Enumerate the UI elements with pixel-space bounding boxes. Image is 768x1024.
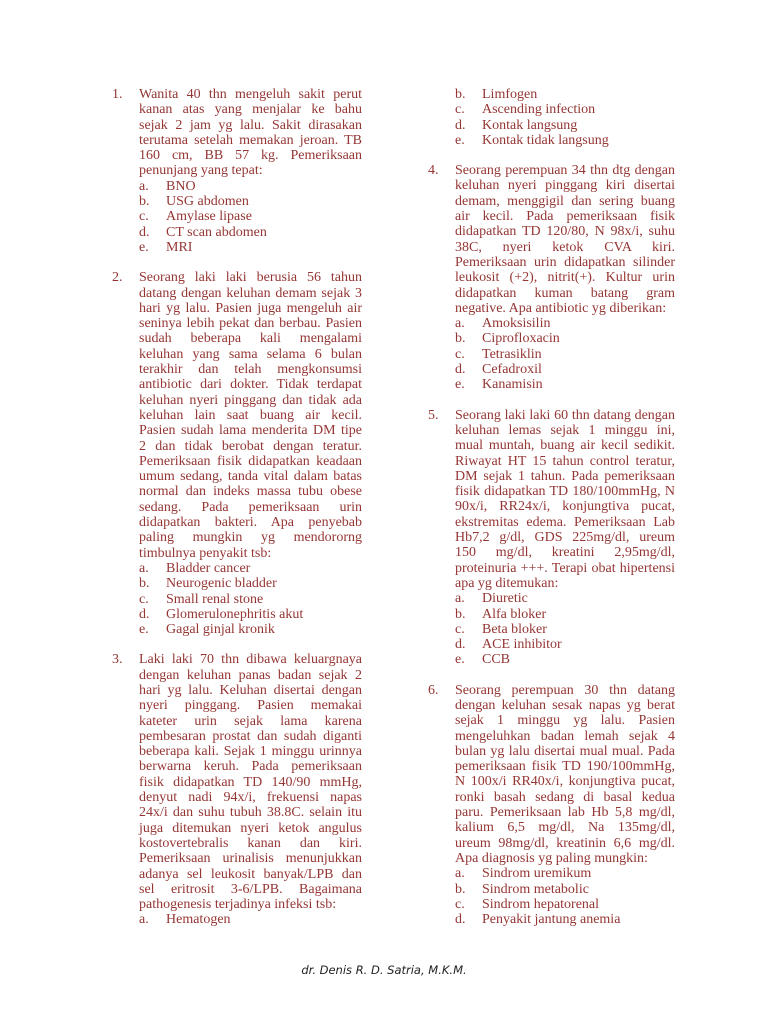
stem-line: terutama setelah memakan jeroan. TB [139, 132, 362, 148]
answer-option [455, 897, 675, 912]
stem-line: apa yg ditemukan: [455, 575, 559, 591]
answer-options [139, 561, 362, 637]
stem-line: beberapa kali. Sejak 1 minggu urinnya [139, 744, 362, 760]
answer-option [455, 118, 675, 133]
stem-line: hari yg lalu. Pasien juga mengeluh air [139, 300, 362, 316]
option-letter: a. [139, 560, 149, 576]
option-letter: d. [455, 637, 466, 653]
option-letter: a. [139, 178, 149, 194]
answer-option [139, 209, 362, 224]
stem-line: negative. Apa antibiotic yg diberikan: [455, 300, 667, 316]
stem-line: keluhan nyeri pinggang dan tidak ada [139, 392, 362, 408]
question-stem [455, 683, 675, 867]
answer-option [455, 102, 675, 117]
stem-line: sel eritrosit 3-6/LPB. Bagaimana [139, 881, 362, 897]
option-letter: d. [455, 117, 466, 133]
option-text: Neurogenic bladder [166, 576, 277, 592]
option-text: Kontak langsung [482, 117, 578, 133]
question-5 [428, 408, 675, 668]
stem-line: leukosit (+2), nitrit(+). Kultur urin [455, 270, 675, 286]
stem-line: Seorang perempuan 34 thn dtg dengan [455, 163, 675, 179]
stem-line: didapatkan bakteri. Apa penyebab [139, 515, 362, 531]
stem-line: denyut nadi 94x/i, frekuensi napas [139, 790, 362, 806]
option-text: Gagal ginjal kronik [166, 622, 275, 638]
answer-options [139, 179, 362, 255]
option-text: Limfogen [482, 87, 538, 102]
stem-line: Apa diagnosis yg paling mungkin: [455, 850, 648, 866]
stem-line: keluhan lemas sejak 1 minggu ini, [455, 422, 675, 438]
stem-line: sedang. Pada pemeriksaan urin [139, 499, 362, 515]
question-3 [112, 652, 362, 927]
stem-line: Pasien sudah lama menderita DM tipe [139, 423, 362, 439]
stem-line: Wanita 40 thn mengeluh sakit perut [139, 87, 362, 102]
stem-line: 150 mg/dl, kreatini 2,95mg/dl, [455, 545, 675, 561]
option-letter: e. [139, 622, 149, 638]
option-letter: e. [139, 239, 149, 255]
stem-line: umum sedang, tanda vital dalam batas [139, 469, 362, 485]
answer-option [455, 882, 675, 897]
stem-line: Seorang laki laki berusia 56 tahun [139, 270, 362, 286]
option-letter: e. [455, 652, 465, 668]
option-letter: d. [139, 224, 150, 240]
stem-line: 90x/i, RR24x/i, konjungtiva pucat, [455, 499, 675, 515]
stem-line: air kecil. Pada pemeriksaan fisik [455, 209, 675, 225]
stem-line: timbulnya penyakit tsb: [139, 545, 272, 561]
stem-line: keluhan yang sama selama 6 bulan [139, 346, 362, 362]
option-letter: e. [455, 132, 465, 148]
stem-line: nyeri pinggang. Pasien memakai [139, 698, 362, 714]
question-stem [139, 87, 362, 179]
answer-option [455, 377, 675, 392]
question-stem [455, 163, 675, 316]
option-text: Tetrasiklin [482, 346, 542, 362]
option-text: Penyakit jantung anemia [482, 912, 621, 928]
stem-line: paru. Pemeriksaan lab Hb 5,8 mg/dl, [455, 805, 675, 821]
option-text: Ascending infection [482, 102, 596, 118]
option-letter: c. [139, 591, 149, 607]
stem-line: kateter urin sejak lama karena [139, 713, 362, 729]
stem-line: antibiotic dari dokter. Tidak terdapat [139, 377, 362, 393]
option-letter: d. [455, 912, 466, 928]
option-letter: c. [455, 896, 465, 912]
option-text: Beta bloker [482, 621, 547, 637]
stem-line: hari yg lalu. Keluhan disertai dengan [139, 682, 362, 698]
option-letter: b. [455, 331, 466, 347]
answer-option [455, 316, 675, 331]
right-column [428, 87, 675, 942]
stem-line: fisik didapatkan TD 180/100mmHg, N [455, 484, 675, 500]
answer-option [455, 912, 675, 927]
stem-line: Seorang laki laki 60 thn datang dengan [455, 407, 675, 423]
option-text: Amylase lipase [166, 209, 252, 225]
stem-line: Pemeriksaan urinalisis menunjukkan [139, 851, 362, 867]
question-stem [139, 270, 362, 561]
option-text: Sindrom metabolic [482, 881, 589, 897]
stem-line: kanan atas yang menjalar ke bahu [139, 102, 362, 118]
stem-line: Hb7,2 g/dl, GDS 225mg/dl, ureum [455, 530, 675, 546]
option-text: Amoksisilin [482, 316, 551, 332]
option-text: Bladder cancer [166, 560, 251, 576]
option-text: Glomerulonephritis akut [166, 606, 304, 622]
stem-line: 24x/i dan suhu tubuh 38.8C. selain itu [139, 805, 362, 821]
option-letter: a. [139, 912, 149, 928]
answer-option [455, 637, 675, 652]
footer-author: dr. Denis R. D. Satria, M.K.M. [301, 963, 467, 977]
option-letter: b. [139, 194, 150, 210]
stem-line: fisik didapatkan TD 140/90 mmHg, [139, 774, 362, 790]
option-letter: c. [139, 209, 149, 225]
option-letter: b. [455, 606, 466, 622]
answer-option [455, 607, 675, 622]
answer-option [139, 179, 362, 194]
stem-line: bulan yg lalu disertai mual mual. Pada [455, 743, 675, 759]
answer-option [455, 591, 675, 606]
stem-line: pemeriksaan fisik TD 190/100mmHg, [455, 759, 675, 775]
stem-line: dengan keluhan sesak napas yg berat [455, 697, 675, 713]
stem-line: terakhir dan telah mengkonsumsi [139, 362, 362, 378]
stem-line: pathogenesis terjadinya infeksi tsb: [139, 897, 337, 913]
option-letter: a. [455, 316, 465, 332]
answer-option [455, 362, 675, 377]
stem-line: Riwayat HT 15 tahun control teratur, [455, 453, 675, 469]
question-1 [112, 87, 362, 255]
option-text: Sindrom hepatorenal [482, 896, 600, 912]
option-text: CT scan abdomen [166, 224, 267, 240]
question-number: 1. [112, 87, 123, 102]
option-letter: d. [139, 606, 150, 622]
stem-line: adanya sel leukosit banyak/LPB dan [139, 866, 362, 882]
answer-option [139, 194, 362, 209]
question-number: 3. [112, 652, 123, 668]
stem-line: mengeluhkan badan lemah sejak 4 [455, 728, 675, 744]
answer-option [139, 622, 362, 637]
stem-line: keluhan nyeri pinggang kiri disertai [455, 178, 675, 194]
option-letter: d. [455, 362, 466, 378]
stem-line: 160 cm, BB 57 kg. Pemeriksaan [139, 148, 362, 164]
option-text: USG abdomen [166, 194, 249, 210]
option-letter: b. [139, 576, 150, 592]
option-text: CCB [482, 652, 511, 668]
question-stem [139, 652, 362, 912]
stem-line: ureum 98mg/dl, kreatinin 6,6 mg/dl. [455, 835, 675, 851]
option-text: Alfa bloker [482, 606, 547, 622]
answer-option [455, 87, 675, 102]
option-letter: c. [455, 621, 465, 637]
answer-option [139, 240, 362, 255]
answer-option [455, 652, 675, 667]
stem-line: kostovertebralis kanan dan kiri. [139, 835, 362, 851]
answer-options [455, 591, 675, 667]
question-stem [455, 408, 675, 592]
stem-line: ekstremitas edema. Pemeriksaan Lab [455, 514, 675, 530]
stem-line: sudah beberapa kali mengalami [139, 331, 362, 347]
stem-line: seninya lebih pekat dan berbau. Pasien [139, 316, 362, 332]
stem-line: sejak 2 jam yg lalu. Sakit dirasakan [139, 117, 362, 133]
option-text: Hematogen [166, 912, 231, 928]
question-2 [112, 270, 362, 637]
option-text: BNO [166, 178, 196, 194]
option-text: MRI [166, 239, 193, 255]
option-letter: a. [455, 866, 465, 882]
option-letter: c. [455, 346, 465, 362]
stem-line: paling mungkin yg mendororng [139, 530, 362, 546]
option-text: Ciprofloxacin [482, 331, 560, 347]
answer-option [139, 607, 362, 622]
stem-line: Pemeriksaan urin didapatkan silinder [455, 254, 675, 270]
answer-option [139, 225, 362, 240]
stem-line: demam, menggigil dan sering buang [455, 193, 675, 209]
stem-line: penunjang yang tepat: [139, 163, 263, 179]
answer-option [455, 331, 675, 346]
question-6 [428, 683, 675, 928]
option-letter: b. [455, 881, 466, 897]
stem-line: Laki laki 70 thn dibawa keluargnaya [139, 652, 362, 668]
option-letter: b. [455, 87, 466, 102]
question-4 [428, 163, 675, 392]
answer-option [455, 133, 675, 148]
stem-line: N 100x/i RR40x/i, konjungtiva pucat, [455, 774, 675, 790]
stem-line: proteinuria +++. Terapi obat hipertensi [455, 560, 675, 576]
question-number: 5. [428, 407, 439, 423]
answer-option [455, 347, 675, 362]
option-text: Diuretic [482, 591, 528, 607]
stem-line: ronki basah sedang di basal kedua [455, 789, 675, 805]
answer-options [455, 866, 675, 927]
stem-line: didapatkan TD 120/80, N 98x/i, suhu [455, 224, 675, 240]
stem-line: 2 dan tidak berobat dengan teratur. [139, 438, 362, 454]
stem-line: Seorang perempuan 30 thn datang [455, 682, 675, 698]
option-text: Sindrom uremikum [482, 866, 592, 882]
answer-option [139, 561, 362, 576]
answer-options [455, 87, 675, 148]
answer-options [455, 316, 675, 392]
stem-line: normal dan indeks massa tubu obese [139, 484, 362, 500]
answer-option [455, 866, 675, 881]
answer-option [139, 576, 362, 591]
stem-line: juga ditemukan nyeri ketok angulus [139, 820, 362, 836]
option-text: Cefadroxil [482, 362, 542, 378]
option-letter: a. [455, 591, 465, 607]
question-number: 6. [428, 682, 439, 698]
answer-options [139, 912, 362, 927]
stem-line: 38C, nyeri ketok CVA kiri. [455, 239, 675, 255]
answer-option [139, 592, 362, 607]
left-column [112, 87, 362, 943]
option-letter: c. [455, 102, 465, 118]
stem-line: DM sejak 1 tahun. Pada pemeriksaan [455, 468, 675, 484]
option-text: Kanamisin [482, 377, 543, 393]
answer-option [455, 622, 675, 637]
stem-line: didapatkan kuman batang gram [455, 285, 675, 301]
option-text: Small renal stone [166, 591, 264, 607]
answer-option [139, 912, 362, 927]
stem-line: sejak 1 minggu yg lalu. Pasien [455, 713, 675, 729]
stem-line: Pemeriksaan fisik didapatkan keadaan [139, 453, 362, 469]
stem-line: dengan keluhan panas badan sejak 2 [139, 667, 362, 683]
stem-line: keluhan lain saat buang air kecil. [139, 407, 362, 423]
question-3-continued [428, 87, 675, 148]
option-text: ACE inhibitor [482, 637, 562, 653]
question-number: 4. [428, 163, 439, 179]
stem-line: berwarna keruh. Pada pemeriksaan [139, 759, 362, 775]
stem-line: pembesaran prostat dan sudah diganti [139, 728, 362, 744]
option-letter: e. [455, 377, 465, 393]
stem-line: mual muntah, buang air kecil sedikit. [455, 438, 675, 454]
option-text: Kontak tidak langsung [482, 132, 609, 148]
stem-line: datang dengan keluhan demam sejak 3 [139, 285, 362, 301]
question-number: 2. [112, 270, 123, 286]
stem-line: kalium 6,5 mg/dl, Na 135mg/dl, [455, 820, 675, 836]
